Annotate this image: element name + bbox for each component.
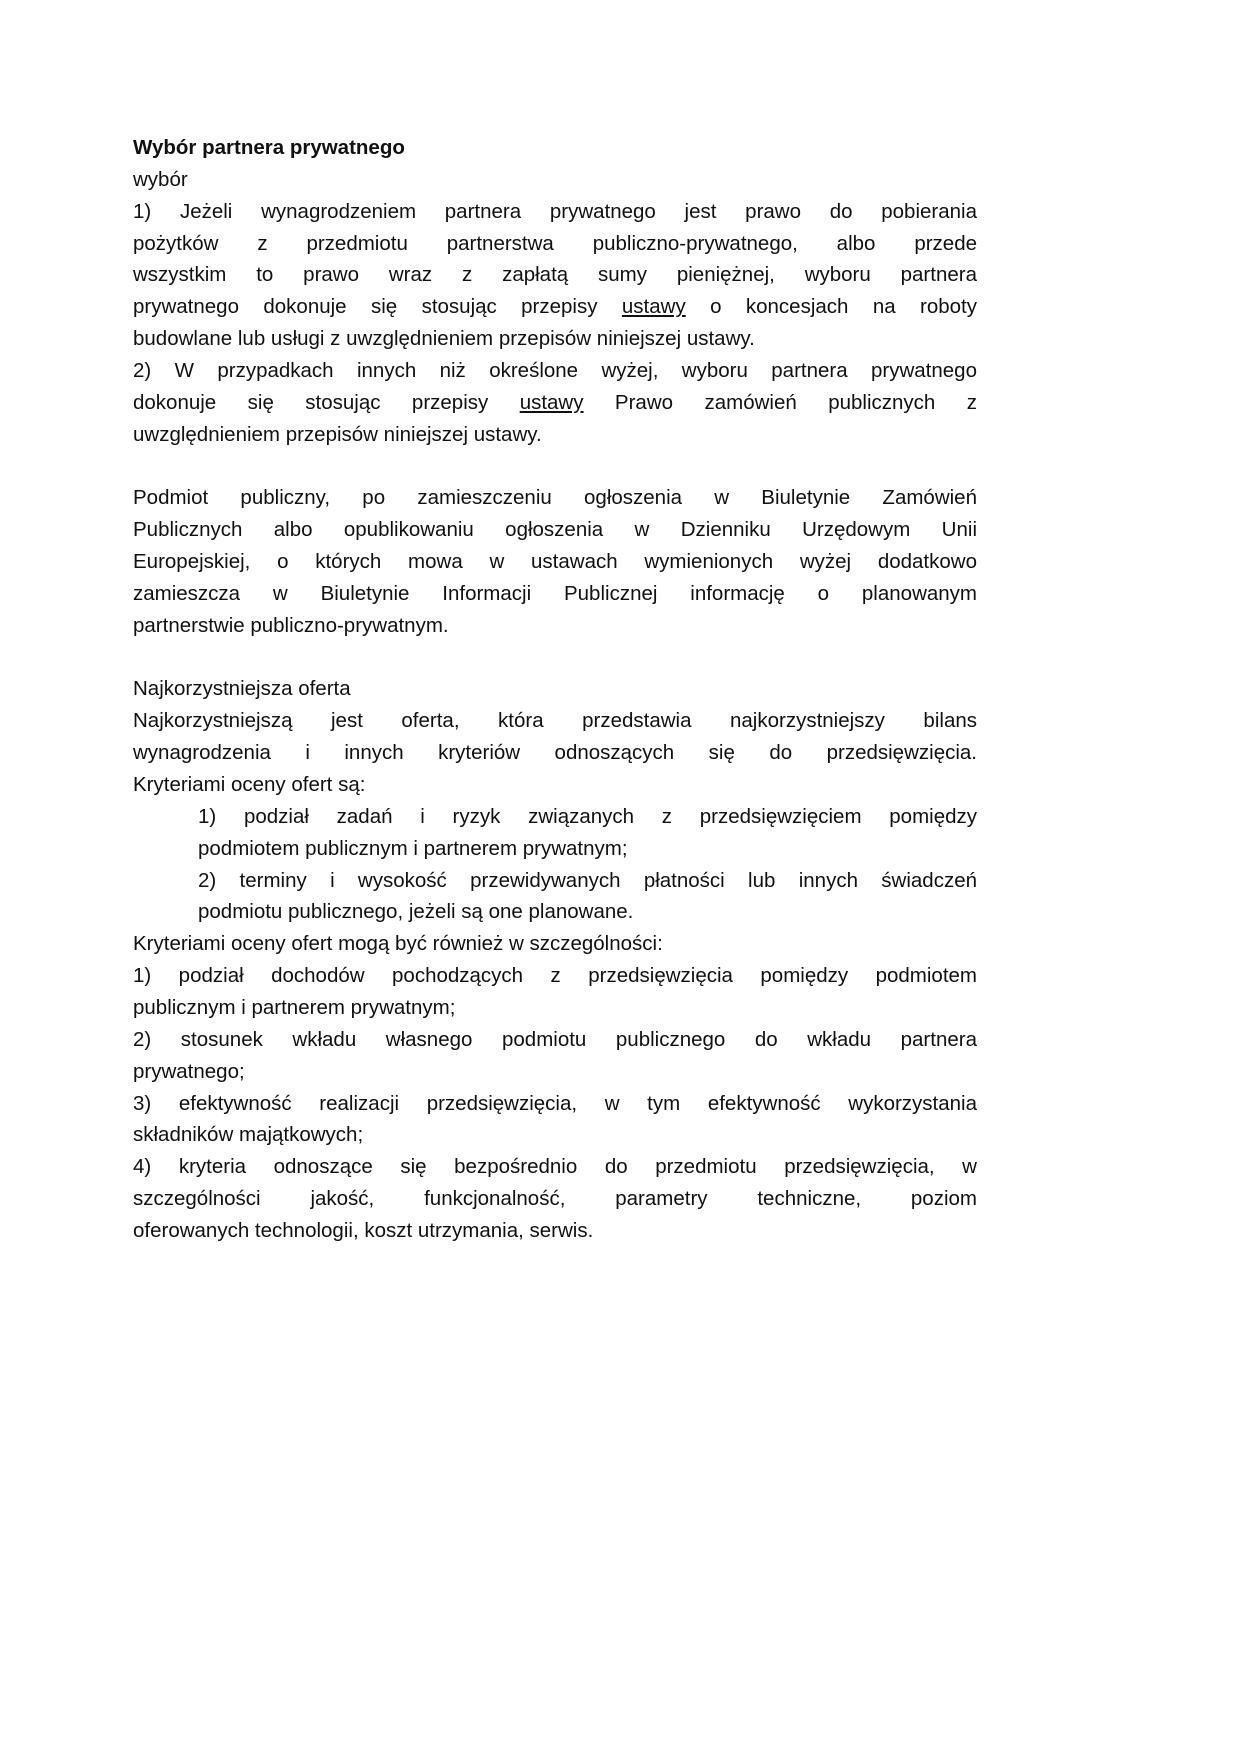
text-line: [198, 865, 977, 897]
text-line: [133, 291, 977, 323]
text-line: [133, 228, 977, 260]
text-segment: 2) terminy i wysokość przewidywanych płatności lub innych świadczeń: [198, 868, 977, 892]
text-segment: prywatnego dokonuje się stosując przepisy: [133, 295, 622, 319]
text-segment: podmiotu publicznego, jeżeli są one planowane.: [198, 900, 634, 924]
text-line: [133, 1183, 977, 1215]
text-line: [133, 928, 977, 960]
text-segment: dokonuje się stosując przepisy: [133, 390, 520, 414]
text-line: [133, 196, 977, 228]
text-segment: Europejskiej, o których mowa w ustawach wymienionych wyżej dodatkowo: [133, 550, 977, 574]
text-segment: Wybór partnera prywatnego: [133, 136, 405, 159]
text-segment: 1) podział zadań i ryzyk związanych z przedsięwzięciem pomiędzy: [198, 804, 977, 828]
text-segment: partnerstwie publiczno-prywatnym.: [133, 613, 449, 637]
text-segment: publicznym i partnerem prywatnym;: [133, 995, 456, 1019]
text-line: [133, 769, 977, 801]
text-segment: o koncesjach na roboty: [685, 295, 977, 319]
text-segment: Kryteriami oceny ofert są:: [133, 773, 366, 796]
text-segment: szczególności jakość, funkcjonalność, parametry techniczne, poziom: [133, 1187, 977, 1211]
text-line: [133, 482, 977, 514]
text-line: [133, 737, 977, 769]
text-line: [133, 387, 977, 419]
text-segment: Najkorzystniejszą jest oferta, która przedstawia najkorzystniejszy bilans: [133, 709, 977, 733]
text-line: [133, 960, 977, 992]
text-segment: 3) efektywność realizacji przedsięwzięcia, w tym efektywność wykorzystania: [133, 1091, 977, 1115]
text-segment: 2) stosunek wkładu własnego podmiotu publicznego do wkładu partnera: [133, 1027, 977, 1051]
text-segment: 4) kryteria odnoszące się bezpośrednio do przedmiotu przedsięwzięcia, w: [133, 1155, 977, 1179]
text-segment: budowlane lub usługi z uwzględnieniem przepisów niniejszej ustawy.: [133, 327, 755, 351]
text-line: [133, 1024, 977, 1056]
text-segment: 1) Jeżeli wynagrodzeniem partnera prywatnego jest prawo do pobierania: [133, 199, 977, 223]
text-line: [198, 833, 977, 865]
text-segment: wynagrodzenia i innych kryteriów odnoszących się do przedsięwzięcia.: [133, 741, 977, 765]
text-segment: pożytków z przedmiotu partnerstwa publiczno-prywatnego, albo przede: [133, 231, 977, 255]
text-segment: prywatnego;: [133, 1059, 245, 1083]
text-segment: Prawo zamówień publicznych z: [583, 390, 977, 414]
ustawy-link[interactable]: ustawy: [519, 390, 584, 414]
text-segment: Publicznych albo opublikowaniu ogłoszenia w Dzienniku Urzędowym Unii: [133, 518, 977, 542]
text-line: [133, 610, 977, 642]
text-segment: zamieszcza w Biuletynie Informacji Publicznej informację o planowanym: [133, 581, 977, 605]
text-line: [133, 323, 977, 355]
text-line: [198, 896, 977, 928]
text-line: [133, 355, 977, 387]
text-segment: Kryteriami oceny ofert mogą być również w szczególności:: [133, 932, 663, 956]
text-segment: Najkorzystniejsza oferta: [133, 677, 351, 701]
text-segment: 1) podział dochodów pochodzących z przedsięwzięcia pomiędzy podmiotem: [133, 964, 977, 988]
text-line: [133, 705, 977, 737]
text-line: [133, 419, 977, 451]
text-line: [133, 1088, 977, 1120]
text-line: [133, 259, 977, 291]
section-heading: [133, 164, 977, 196]
text-line: [133, 546, 977, 578]
document-title: [133, 132, 977, 164]
ustawy-link[interactable]: ustawy: [621, 295, 686, 319]
text-line: [133, 1215, 977, 1247]
text-line: [133, 992, 977, 1024]
text-line: [198, 801, 977, 833]
text-segment: 2) W przypadkach innych niż określone wyżej, wyboru partnera prywatnego: [133, 358, 977, 382]
text-segment: wybór: [133, 167, 188, 191]
text-line: [133, 1056, 977, 1088]
section-heading: [133, 673, 977, 705]
text-segment: oferowanych technologii, koszt utrzymania, serwis.: [133, 1218, 594, 1242]
text-segment: wszystkim to prawo wraz z zapłatą sumy pieniężnej, wyboru partnera: [133, 263, 977, 287]
text-line: [133, 1151, 977, 1183]
text-segment: składników majątkowych;: [133, 1123, 364, 1147]
text-segment: Podmiot publiczny, po zamieszczeniu ogłoszenia w Biuletynie Zamówień: [133, 486, 977, 510]
text-segment: uwzględnieniem przepisów niniejszej ustawy.: [133, 422, 542, 446]
text-segment: podmiotem publicznym i partnerem prywatnym;: [198, 836, 628, 860]
text-line: [133, 514, 977, 546]
text-line: [133, 1119, 977, 1151]
text-line: [133, 578, 977, 610]
